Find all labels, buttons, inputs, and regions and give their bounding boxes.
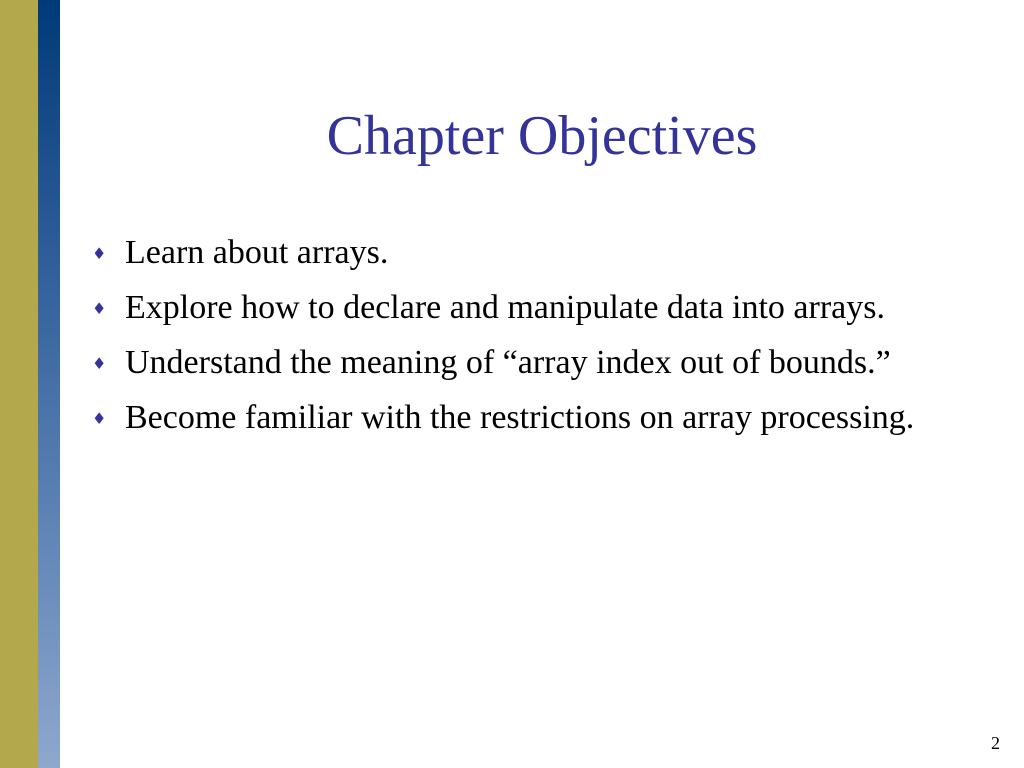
bullet-text: Learn about arrays.	[125, 234, 389, 271]
page-number: 2	[991, 733, 1000, 753]
bullet-item	[92, 342, 932, 383]
bullet-text: Understand the meaning of “array index out of bounds.”	[125, 344, 891, 381]
slide-title: Chapter Objectives	[326, 105, 758, 167]
bullet-text: Explore how to declare and manipulate data into arrays.	[125, 289, 885, 326]
diamond-bullet-icon: ♦	[92, 409, 107, 428]
bullet-item	[92, 232, 932, 273]
bullet-text: Become familiar with the restrictions on array processing.	[125, 399, 915, 436]
diamond-bullet-icon: ♦	[92, 354, 107, 373]
diamond-bullet-icon: ♦	[92, 299, 107, 318]
bullet-list	[92, 232, 932, 452]
diamond-bullet-icon: ♦	[92, 244, 107, 263]
bullet-item	[92, 397, 932, 438]
blue-side-stripe	[38, 0, 60, 768]
bullet-item	[92, 287, 932, 328]
gold-side-stripe	[0, 0, 38, 768]
